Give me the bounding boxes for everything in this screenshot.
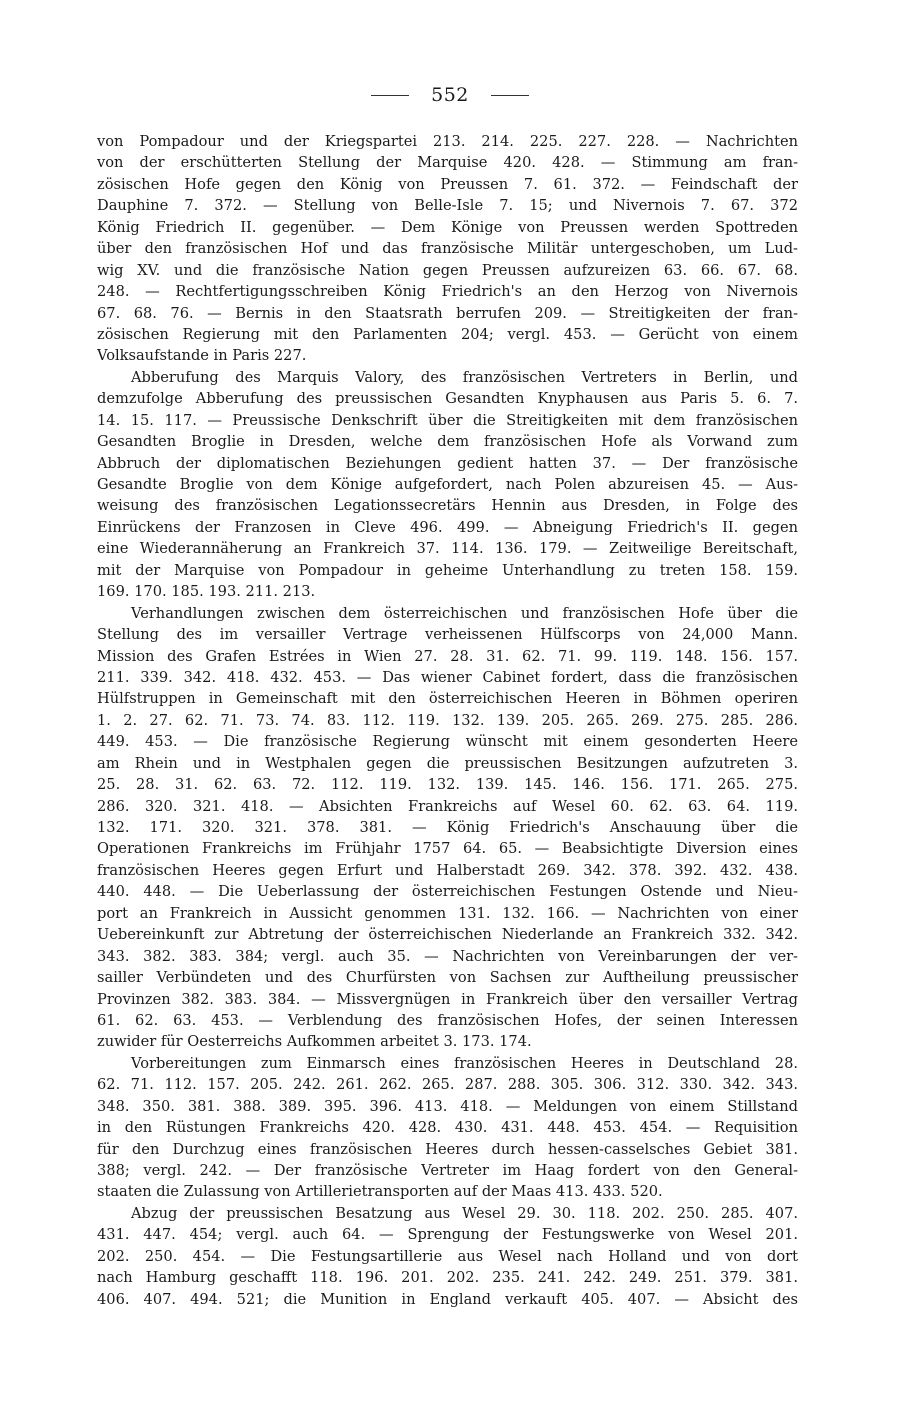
text-line: für den Durchzug eines französischen Heeres durch hessen-casselsches Gebiet 381. — [97, 1140, 798, 1158]
text-line: französischen Heeres gegen Erfurt und Halberstadt 269. 342. 378. 392. 432. 438. — [97, 861, 798, 879]
page-header — [0, 84, 900, 106]
text-line: zuwider für Oesterreichs Aufkommen arbeitet 3. 173. 174. — [97, 1033, 532, 1051]
text-line: 1. 2. 27. 62. 71. 73. 74. 83. 112. 119. 132. 139. 205. 265. 269. 275. 285. 286. — [97, 711, 798, 729]
text-line: 431. 447. 454; vergl. auch 64. — Sprengung der Festungswerke von Wesel 201. — [97, 1226, 798, 1244]
text-line: Gesandte Broglie von dem Könige aufgefordert, nach Polen abzureisen 45. — Aus- — [97, 476, 798, 493]
paragraph — [97, 1203, 798, 1310]
body-text — [97, 131, 798, 1310]
paragraph — [97, 603, 798, 1053]
text-line: Vorbereitungen zum Einmarsch eines französischen Heeres in Deutschland 28. — [131, 1054, 798, 1072]
text-line: 61. 62. 63. 453. — Verblendung des französischen Hofes, der seinen Interessen — [97, 1011, 798, 1029]
text-line: 348. 350. 381. 388. 389. 395. 396. 413. 418. — Meldungen von einem Stillstand — [97, 1097, 798, 1115]
text-line: 62. 71. 112. 157. 205. 242. 261. 262. 265. 287. 288. 305. 306. 312. 330. 342. 343. — [97, 1076, 798, 1094]
text-line: weisung des französischen Legationssecretärs Hennin aus Dresden, in Folge des — [97, 497, 798, 515]
header-rule-right — [491, 95, 529, 96]
text-line: Abberufung des Marquis Valory, des französischen Vertreters in Berlin, und — [131, 368, 798, 386]
text-line: sailler Verbündeten und des Churfürsten von Sachsen zur Auftheilung preussischer — [97, 969, 798, 987]
text-line: Uebereinkunft zur Abtretung der österreichischen Niederlande an Frankreich 332. 342. — [97, 926, 798, 944]
text-line: nach Hamburg geschafft 118. 196. 201. 202. 235. 241. 242. 249. 251. 379. 381. — [97, 1269, 798, 1287]
text-line: Dauphine 7. 372. — Stellung von Belle-Isle 7. 15; und Nivernois 7. 67. 372 — [97, 197, 798, 215]
text-line: zösischen Regierung mit den Parlamenten 204; vergl. 453. — Gerücht von einem — [97, 325, 798, 343]
text-line: am Rhein und in Westphalen gegen die preussischen Besitzungen aufzutreten 3. — [97, 754, 798, 772]
text-line: Provinzen 382. 383. 384. — Missvergnügen in Frankreich über den versailler Vertrag — [97, 990, 798, 1008]
text-line: Operationen Frankreichs im Frühjahr 1757 64. 65. — Beabsichtigte Diversion eines — [97, 840, 798, 858]
text-line: 25. 28. 31. 62. 63. 72. 112. 119. 132. 139. 145. 146. 156. 171. 265. 275. — [97, 776, 798, 794]
text-line: in den Rüstungen Frankreichs 420. 428. 430. 431. 448. 453. 454. — Requisition — [97, 1119, 798, 1137]
text-line: 343. 382. 383. 384; vergl. auch 35. — Nachrichten von Vereinbarungen der ver- — [97, 947, 798, 965]
text-line: mit der Marquise von Pompadour in geheime Unterhandlung zu treten 158. 159. — [97, 561, 798, 579]
paragraph — [97, 1053, 798, 1203]
text-line: Hülfstruppen in Gemeinschaft mit den österreichischen Heeren in Böhmen operiren — [97, 690, 798, 708]
text-line: von Pompadour und der Kriegspartei 213. 214. 225. 227. 228. — Nachrichten — [97, 133, 798, 150]
text-line: Verhandlungen zwischen dem österreichischen und französischen Hofe über die — [131, 604, 798, 622]
text-line: 14. 15. 117. — Preussische Denkschrift über die Streitigkeiten mit dem französischen — [97, 411, 798, 429]
text-line: Einrückens der Franzosen in Cleve 496. 499. — Abneigung Friedrich's II. gegen — [97, 518, 798, 536]
text-line: 169. 170. 185. 193. 211. 213. — [97, 583, 316, 601]
text-line: 211. 339. 342. 418. 432. 453. — Das wiener Cabinet fordert, dass die französischen — [97, 668, 798, 686]
text-line: zösischen Hofe gegen den König von Preussen 7. 61. 372. — Feindschaft der — [97, 175, 798, 193]
text-line: demzufolge Abberufung des preussischen Gesandten Knyphausen aus Paris 5. 6. 7. — [97, 390, 798, 408]
paragraph — [97, 131, 798, 367]
text-line: von der erschütterten Stellung der Marquise 420. 428. — Stimmung am fran- — [97, 154, 798, 172]
text-line: 248. — Rechtfertigungsschreiben König Friedrich's an den Herzog von Nivernois — [97, 283, 798, 301]
text-line: 440. 448. — Die Ueberlassung der österreichischen Festungen Ostende und Nieu- — [97, 883, 798, 901]
text-line: 202. 250. 454. — Die Festungsartillerie aus Wesel nach Holland und von dort — [97, 1247, 798, 1265]
text-line: staaten die Zulassung von Artillerietransporten auf der Maas 413. 433. 520. — [97, 1183, 663, 1201]
text-line: 388; vergl. 242. — Der französische Vertreter im Haag fordert von den General- — [97, 1162, 798, 1179]
text-line: 67. 68. 76. — Bernis in den Staatsrath berrufen 209. — Streitigkeiten der fran- — [97, 304, 798, 322]
text-line: Volksaufstande in Paris 227. — [97, 347, 307, 365]
text-line: 406. 407. 494. 521; die Munition in England verkauft 405. 407. — Absicht des — [97, 1290, 798, 1308]
header-rule-left — [371, 95, 409, 96]
text-line: Stellung des im versailler Vertrage verheissenen Hülfscorps von 24,000 Mann. — [97, 626, 798, 644]
text-line: 286. 320. 321. 418. — Absichten Frankreichs auf Wesel 60. 62. 63. 64. 119. — [97, 797, 798, 815]
text-line: 132. 171. 320. 321. 378. 381. — König Friedrich's Anschauung über die — [97, 819, 798, 836]
text-line: Abzug der preussischen Besatzung aus Wesel 29. 30. 118. 202. 250. 285. 407. — [131, 1204, 798, 1222]
text-line: über den französischen Hof und das französische Militär untergeschoben, um Lud- — [97, 240, 798, 258]
text-line: Mission des Grafen Estrées in Wien 27. 28. 31. 62. 71. 99. 119. 148. 156. 157. — [97, 647, 798, 665]
text-line: eine Wiederannäherung an Frankreich 37. 114. 136. 179. — Zeitweilige Bereitschaft, — [97, 540, 798, 558]
paragraph — [97, 367, 798, 603]
text-line: 449. 453. — Die französische Regierung wünscht mit einem gesonderten Heere — [97, 733, 798, 751]
text-line: Gesandten Broglie in Dresden, welche dem französischen Hofe als Vorwand zum — [97, 433, 798, 451]
text-line: Abbruch der diplomatischen Beziehungen gedient hatten 37. — Der französische — [97, 454, 798, 472]
text-line: König Friedrich II. gegenüber. — Dem Könige von Preussen werden Spottreden — [97, 218, 798, 236]
text-line: port an Frankreich in Aussicht genommen 131. 132. 166. — Nachrichten von einer — [97, 904, 798, 922]
page-number: 552 — [431, 84, 469, 106]
text-line: wig XV. und die französische Nation gegen Preussen aufzureizen 63. 66. 67. 68. — [97, 261, 798, 279]
